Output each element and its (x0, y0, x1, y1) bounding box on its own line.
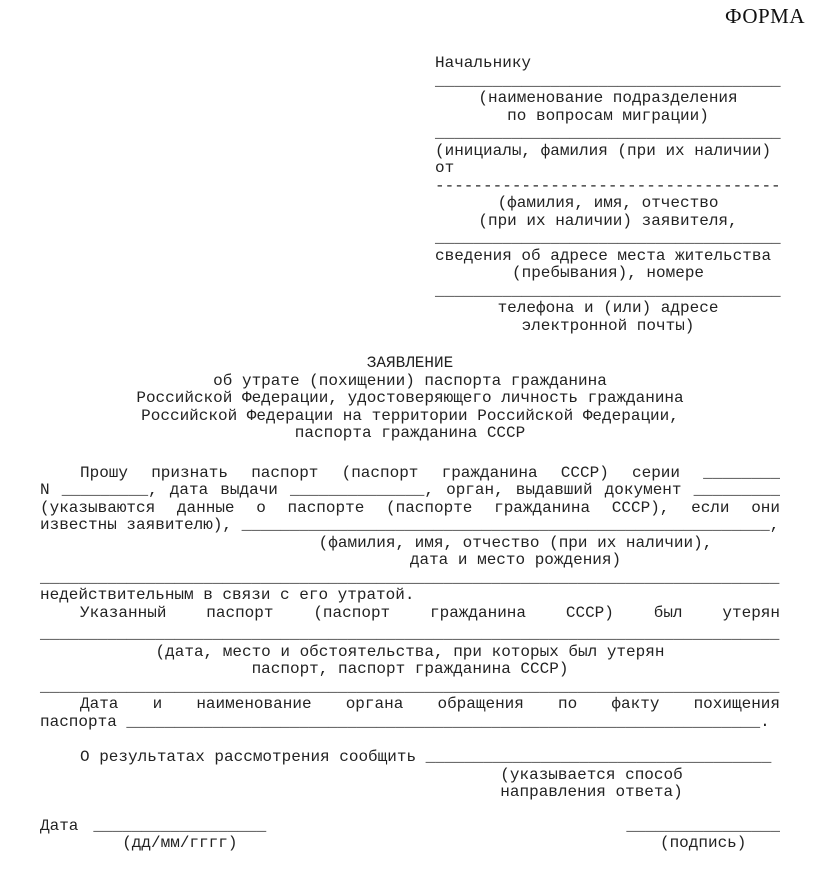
addressee-label: Начальнику (435, 54, 532, 72)
unit-caption-line1: (наименование подразделения (478, 89, 738, 107)
lost-caption-line2: паспорт, паспорт гражданина СССР) (251, 660, 569, 678)
fio-field-line: _____________________________________________________________________________ (40, 568, 780, 587)
fio-caption-line2: дата и место рождения) (409, 551, 622, 569)
notify-caption-line1: (указывается способ (500, 765, 683, 784)
chief-caption: (инициалы, фамилия (при их наличии) (435, 141, 772, 160)
address-caption-line2: (пребывания), номере (511, 264, 705, 282)
request-line: Прошу признать паспорт (паспорт гражданина СССР) серии ________ (80, 463, 780, 482)
addressee-block (435, 55, 781, 335)
notify-line: О результатах рассмотрения сообщить ____________________________________ (80, 748, 772, 766)
applicant-caption-line2: (при их наличии) заявителя, (478, 211, 738, 230)
from-label: от (435, 159, 455, 177)
date-caption: (дд/мм/гггг) (122, 834, 238, 852)
footer-block (40, 818, 780, 853)
request-line: известны заявителю), _______________________________________________________, (40, 516, 780, 534)
contact-caption-line2: электронной почты) (521, 316, 695, 335)
title-line: Российской Федерации, удостоверяющего личность гражданина (136, 389, 684, 407)
unit-field-line: ____________________________________ (435, 71, 781, 90)
invalid-line: недействительным в связи с его утратой. (40, 586, 415, 604)
address-field-line: ____________________________________ (435, 229, 781, 247)
notify-caption-line2: направления ответа) (500, 783, 683, 801)
signature-group (626, 818, 780, 853)
title-line: Российской Федерации на территории Российской Федерации, (141, 406, 679, 425)
signature-caption: (подпись) (659, 834, 747, 852)
form-label: ФОРМА (724, 4, 805, 28)
lost-field-line: _____________________________________________________________________________ (40, 625, 780, 643)
address-caption-line1: сведения об адресе места жительства (435, 246, 772, 265)
theft-line2: паспорта __________________________________________________________________. (40, 712, 770, 731)
document-title (40, 355, 780, 443)
lost-caption-line1: (дата, место и обстоятельства, при которых был утерян (155, 642, 665, 661)
title-line: ЗАЯВЛЕНИЕ (366, 354, 454, 372)
request-line: N _________, дата выдачи ______________, орган, выдавший документ _________ (40, 481, 780, 499)
theft-line1: Дата и наименование органа обращения по факту похищения (80, 695, 780, 713)
request-paragraph (40, 465, 780, 570)
lost-line: Указанный паспорт (паспорт гражданина СССР) был утерян (80, 603, 780, 622)
notify-paragraph (40, 749, 780, 802)
date-group (40, 818, 266, 853)
unit-caption-line2: по вопросам миграции) (507, 106, 709, 125)
request-line: (указываются данные о паспорте (паспорте гражданина СССР), если они (40, 498, 780, 517)
contact-caption-line1: телефона и (или) адресе (497, 299, 719, 317)
date-label: Дата (40, 816, 79, 835)
date-field-line: __________________ (93, 816, 267, 835)
chief-field-line: ____________________________________ (435, 124, 781, 142)
theft-field-line: _____________________________________________________________________________ (40, 677, 780, 696)
applicant-dashed-line: ------------------------------------ (435, 176, 781, 195)
fio-caption-line1: (фамилия, имя, отчество (при их наличии), (318, 533, 713, 552)
title-line: об утрате (похищении) паспорта гражданина (213, 371, 607, 390)
title-line: паспорта гражданина СССР (294, 424, 526, 442)
applicant-caption-line1: (фамилия, имя, отчество (497, 194, 719, 212)
signature-field-line: ________________ (626, 816, 780, 835)
contact-field-line: ____________________________________ (435, 281, 781, 300)
